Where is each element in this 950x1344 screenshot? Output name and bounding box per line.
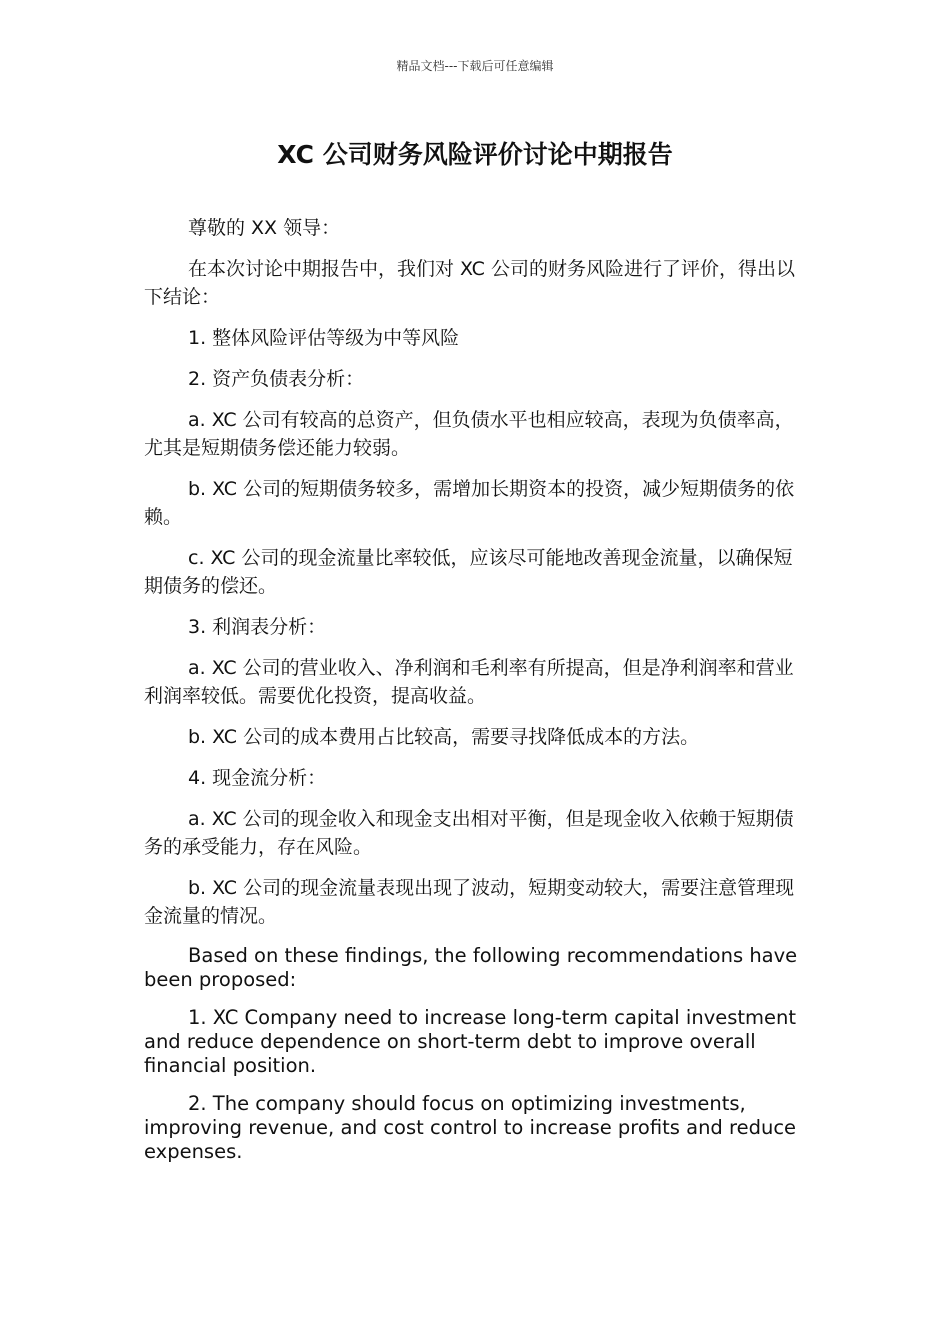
cash-flow-heading: 4. 现金流分析： — [188, 767, 327, 789]
intro-paragraph: 在本次讨论中期报告中，我们对 XC 公司的财务风险进行了评价，得出以下结论： — [144, 258, 795, 308]
document-body — [144, 214, 808, 1164]
income-statement-heading: 3. 利润表分析： — [188, 616, 327, 638]
recommendations-intro: Based on these findings, the following recommendations have been proposed: — [144, 944, 798, 991]
income-statement-item-b: b. XC 公司的成本费用占比较高，需要寻找降低成本的方法。 — [188, 726, 700, 748]
page-header-watermark: 精品文档---下载后可任意编辑 — [396, 59, 554, 73]
cash-flow-item-a: a. XC 公司的现金收入和现金支出相对平衡，但是现金收入依赖于短期债务的承受能力，存在风险。 — [144, 808, 794, 858]
balance-sheet-item-a: a. XC 公司有较高的总资产，但负债水平也相应较高，表现为负债率高，尤其是短期债务偿还能力较弱。 — [144, 409, 794, 459]
document-title: XC 公司财务风险评价讨论中期报告 — [277, 140, 673, 169]
recommendation-item-1: 1. XC Company need to increase long-term capital investment and reduce dependence on short-term debt to improve overall financial position. — [144, 1006, 797, 1077]
balance-sheet-heading: 2. 资产负债表分析： — [188, 368, 365, 390]
balance-sheet-item-b: b. XC 公司的短期债务较多，需增加长期资本的投资，减少短期债务的依赖。 — [144, 478, 795, 528]
balance-sheet-item-c: c. XC 公司的现金流量比率较低，应该尽可能地改善现金流量，以确保短期债务的偿还。 — [144, 547, 793, 597]
income-statement-item-a: a. XC 公司的营业收入、净利润和毛利率有所提高，但是净利润率和营业利润率较低。需要优化投资，提高收益。 — [144, 657, 794, 707]
cash-flow-item-b: b. XC 公司的现金流量表现出现了波动，短期变动较大，需要注意管理现金流量的情况。 — [144, 877, 795, 927]
recommendation-item-2: 2. The company should focus on optimizing investments, improving revenue, and cost control to increase profits and reduce expenses. — [144, 1092, 797, 1163]
conclusion-item-1: 1. 整体风险评估等级为中等风险 — [188, 327, 460, 349]
salutation-paragraph: 尊敬的 XX 领导： — [188, 217, 341, 239]
